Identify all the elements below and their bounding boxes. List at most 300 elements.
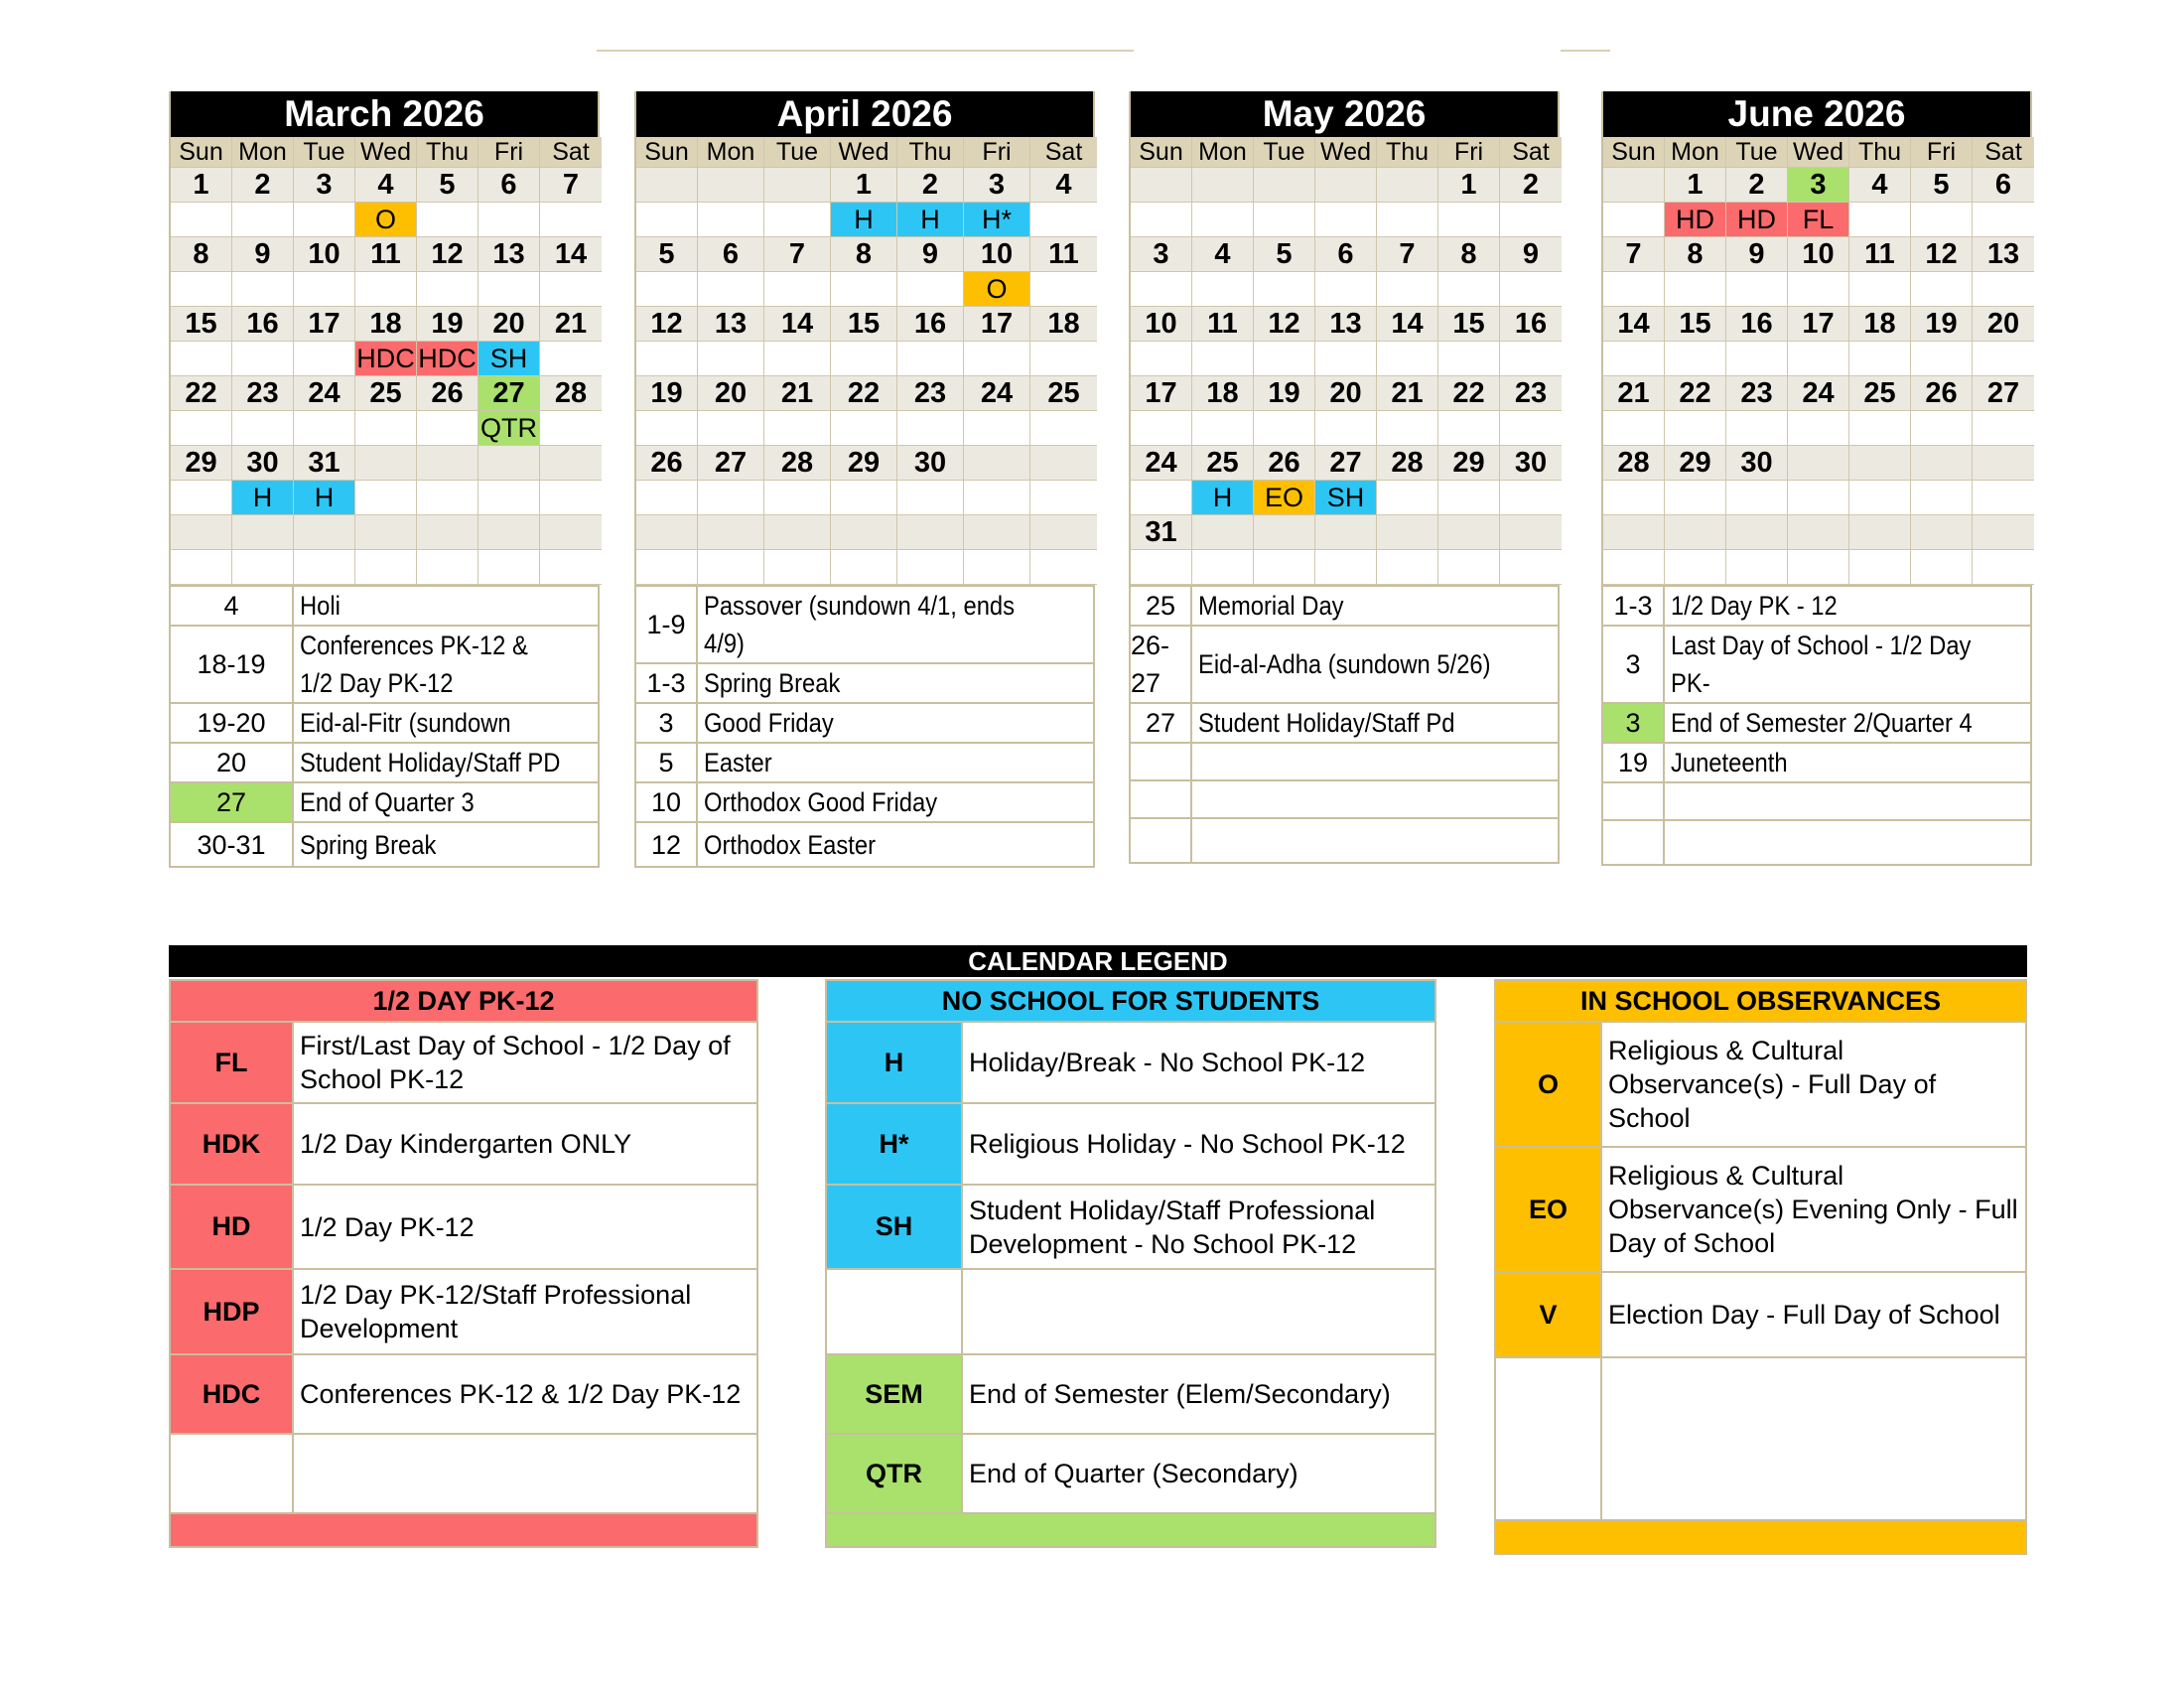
date-cell: [964, 515, 1030, 550]
date-cell[interactable]: 4: [1030, 168, 1097, 203]
date-cell[interactable]: 26: [1254, 446, 1315, 481]
date-cell[interactable]: 20: [698, 376, 764, 411]
event-cell: [1849, 342, 1911, 376]
date-cell[interactable]: 4: [1849, 168, 1911, 203]
event-cell: [1603, 342, 1665, 376]
date-cell[interactable]: 28: [1603, 446, 1665, 481]
event-cell: [540, 550, 602, 585]
date-cell[interactable]: 19: [1254, 376, 1315, 411]
date-cell: [1911, 515, 1973, 550]
month-title: March 2026: [171, 91, 598, 137]
note-date: 27: [1131, 704, 1192, 744]
date-cell[interactable]: 8: [831, 237, 897, 272]
event-cell: [1131, 550, 1192, 585]
date-cell[interactable]: 15: [831, 307, 897, 342]
event-cell: [1131, 411, 1192, 446]
date-cell[interactable]: 7: [1377, 237, 1438, 272]
date-cell[interactable]: 25: [1030, 376, 1097, 411]
weekday-header: Fri: [964, 137, 1030, 168]
date-cell[interactable]: 24: [294, 376, 355, 411]
weekday-header: Sun: [636, 137, 698, 168]
date-cell[interactable]: 18: [355, 307, 417, 342]
month-calendar: [1129, 91, 1560, 864]
legend-row: [827, 1186, 1434, 1270]
event-cell: [1131, 203, 1192, 237]
event-cell: [1500, 203, 1562, 237]
date-cell[interactable]: 6: [698, 237, 764, 272]
event-cell: [764, 272, 831, 307]
note-text: [294, 587, 598, 627]
event-cell: [698, 203, 764, 237]
event-cell: [540, 342, 602, 376]
event-cell: [1315, 342, 1377, 376]
date-cell[interactable]: 6: [478, 168, 540, 203]
event-cell[interactable]: FL: [1788, 203, 1849, 237]
date-cell[interactable]: 6: [1973, 168, 2034, 203]
date-cell[interactable]: 30: [897, 446, 964, 481]
date-cell: [1030, 446, 1097, 481]
date-cell[interactable]: 14: [1603, 307, 1665, 342]
legend-row: [171, 1104, 756, 1186]
date-cell[interactable]: 24: [1131, 446, 1192, 481]
legend-footer-bar: [1496, 1521, 2025, 1553]
note-text-label: End of Quarter 3: [300, 787, 475, 817]
event-cell: [831, 272, 897, 307]
date-cell[interactable]: 2: [897, 168, 964, 203]
date-cell[interactable]: 4: [355, 168, 417, 203]
date-cell[interactable]: 19: [417, 307, 478, 342]
event-cell: [1603, 481, 1665, 515]
date-cell[interactable]: 16: [1500, 307, 1562, 342]
event-cell: [636, 411, 698, 446]
date-cell: [1788, 446, 1849, 481]
legend-description: Student Holiday/Staff Professional Development - No School PK-12: [969, 1195, 1376, 1259]
legend-code: [171, 1435, 294, 1512]
date-cell[interactable]: 1: [831, 168, 897, 203]
date-cell[interactable]: 3: [1788, 168, 1849, 203]
date-cell[interactable]: 18: [1030, 307, 1097, 342]
legend-row: [1496, 1358, 2025, 1521]
date-cell[interactable]: 5: [636, 237, 698, 272]
event-cell: [764, 481, 831, 515]
event-cell: [478, 203, 540, 237]
note-date: 1-9: [636, 587, 698, 664]
date-cell[interactable]: 3: [964, 168, 1030, 203]
note-date: 20: [171, 744, 294, 783]
note-date: 5: [636, 744, 698, 783]
note-text-label: Student Holiday/Staff PD: [300, 748, 561, 777]
event-cell[interactable]: HDC: [417, 342, 478, 376]
date-cell[interactable]: 22: [831, 376, 897, 411]
event-cell: [964, 411, 1030, 446]
date-cell[interactable]: 12: [636, 307, 698, 342]
date-cell[interactable]: 31: [294, 446, 355, 481]
date-cell: [1665, 515, 1726, 550]
date-cell: [232, 515, 294, 550]
date-cell[interactable]: 17: [1131, 376, 1192, 411]
legend-code: FL: [171, 1023, 294, 1102]
date-cell: [1030, 515, 1097, 550]
date-cell[interactable]: 17: [1788, 307, 1849, 342]
date-cell[interactable]: 18: [1849, 307, 1911, 342]
date-cell[interactable]: 29: [1665, 446, 1726, 481]
event-cell: [636, 550, 698, 585]
event-cell: [1192, 272, 1254, 307]
date-cell[interactable]: 9: [232, 237, 294, 272]
event-cell[interactable]: H: [897, 203, 964, 237]
date-cell[interactable]: 25: [355, 376, 417, 411]
note-text: [294, 744, 598, 783]
event-cell: [232, 272, 294, 307]
date-cell[interactable]: 20: [1973, 307, 2034, 342]
date-cell[interactable]: 22: [1665, 376, 1726, 411]
event-cell: [232, 550, 294, 585]
event-cell: [698, 342, 764, 376]
note-text-label: Student Holiday/Staff Pd: [1198, 708, 1455, 738]
date-cell[interactable]: 14: [764, 307, 831, 342]
date-cell[interactable]: 21: [1377, 376, 1438, 411]
date-cell[interactable]: 31: [1131, 515, 1192, 550]
month-calendar: [169, 91, 600, 868]
note-date: 19-20: [171, 704, 294, 744]
calendar-grid: [1131, 137, 1558, 585]
date-cell[interactable]: 7: [764, 237, 831, 272]
date-cell[interactable]: 23: [1726, 376, 1788, 411]
event-cell: [764, 342, 831, 376]
date-cell[interactable]: 28: [764, 446, 831, 481]
event-cell: [1911, 272, 1973, 307]
note-date: 10: [636, 783, 698, 823]
date-cell[interactable]: 28: [540, 376, 602, 411]
weekday-header: Thu: [897, 137, 964, 168]
event-cell: [1788, 342, 1849, 376]
date-cell[interactable]: 17: [964, 307, 1030, 342]
date-cell: [764, 168, 831, 203]
date-cell: [355, 515, 417, 550]
date-cell[interactable]: 21: [540, 307, 602, 342]
weekday-header: Wed: [831, 137, 897, 168]
note-text: [1665, 821, 2030, 864]
event-cell: [171, 203, 232, 237]
event-cell: [1377, 411, 1438, 446]
event-cell: [1973, 481, 2034, 515]
note-date: [1131, 819, 1192, 862]
event-cell: [1788, 550, 1849, 585]
event-cell[interactable]: SH: [478, 342, 540, 376]
date-cell: [1603, 515, 1665, 550]
legend-code: EO: [1496, 1148, 1602, 1271]
date-cell[interactable]: 9: [1726, 237, 1788, 272]
date-cell[interactable]: 11: [1849, 237, 1911, 272]
date-cell[interactable]: 15: [171, 307, 232, 342]
date-cell[interactable]: 21: [764, 376, 831, 411]
date-cell: [171, 515, 232, 550]
note-date: 1-3: [1603, 587, 1665, 627]
event-cell: [1849, 481, 1911, 515]
date-cell[interactable]: 26: [1911, 376, 1973, 411]
event-cell: [897, 272, 964, 307]
event-cell: [1849, 272, 1911, 307]
date-cell[interactable]: 17: [294, 307, 355, 342]
event-cell: [1788, 272, 1849, 307]
event-cell: [636, 203, 698, 237]
event-cell: [1030, 342, 1097, 376]
event-cell[interactable]: EO: [1254, 481, 1315, 515]
date-cell[interactable]: 20: [478, 307, 540, 342]
date-cell[interactable]: 26: [417, 376, 478, 411]
event-cell: [964, 342, 1030, 376]
event-cell: [764, 411, 831, 446]
date-cell[interactable]: 10: [294, 237, 355, 272]
date-cell[interactable]: 30: [1726, 446, 1788, 481]
date-cell[interactable]: 16: [897, 307, 964, 342]
date-cell[interactable]: 5: [1911, 168, 1973, 203]
date-cell[interactable]: 29: [171, 446, 232, 481]
note-text: [1665, 744, 2030, 783]
date-cell[interactable]: 18: [1192, 376, 1254, 411]
date-cell[interactable]: 14: [540, 237, 602, 272]
legend-description: First/Last Day of School - 1/2 Day of School PK-12: [300, 1031, 731, 1094]
event-cell: [1438, 481, 1500, 515]
date-cell[interactable]: 5: [1254, 237, 1315, 272]
legend-code: [827, 1270, 963, 1353]
date-cell[interactable]: 5: [417, 168, 478, 203]
date-cell[interactable]: 15: [1665, 307, 1726, 342]
event-cell[interactable]: SH: [1315, 481, 1377, 515]
weekday-header: Sat: [1973, 137, 2034, 168]
legend-description: 1/2 Day PK-12/Staff Professional Development: [300, 1280, 692, 1343]
date-cell[interactable]: 1: [171, 168, 232, 203]
event-cell: [1849, 203, 1911, 237]
date-cell: [540, 446, 602, 481]
note-text: [294, 704, 598, 744]
event-cell[interactable]: O: [964, 272, 1030, 307]
event-cell: [1849, 411, 1911, 446]
legend-row: [827, 1435, 1434, 1514]
date-cell[interactable]: 2: [232, 168, 294, 203]
weekday-header: Tue: [764, 137, 831, 168]
note-date: 30-31: [171, 823, 294, 866]
date-cell[interactable]: 1: [1665, 168, 1726, 203]
date-cell: [831, 515, 897, 550]
legend-code: HDC: [171, 1355, 294, 1433]
note-text: [1665, 783, 2030, 821]
event-cell: [698, 481, 764, 515]
event-cell: [417, 272, 478, 307]
note-text: [698, 783, 1093, 823]
date-cell[interactable]: 2: [1500, 168, 1562, 203]
event-cell: [540, 411, 602, 446]
event-cell: [1911, 550, 1973, 585]
date-cell[interactable]: 8: [171, 237, 232, 272]
date-cell[interactable]: 23: [232, 376, 294, 411]
event-cell: [417, 550, 478, 585]
legend-row: [827, 1023, 1434, 1104]
event-cell: [1603, 411, 1665, 446]
event-cell: [1438, 411, 1500, 446]
note-date: 4: [171, 587, 294, 627]
date-cell[interactable]: 30: [232, 446, 294, 481]
event-cell: [1377, 272, 1438, 307]
note-text: [294, 627, 598, 704]
date-cell[interactable]: 27: [478, 376, 540, 411]
date-cell[interactable]: 24: [964, 376, 1030, 411]
month-title: May 2026: [1131, 91, 1558, 137]
event-cell: [831, 342, 897, 376]
date-cell[interactable]: 10: [1788, 237, 1849, 272]
date-cell[interactable]: 13: [1973, 237, 2034, 272]
date-cell[interactable]: 30: [1500, 446, 1562, 481]
date-cell[interactable]: 8: [1665, 237, 1726, 272]
event-cell: [964, 481, 1030, 515]
date-cell: [1192, 515, 1254, 550]
date-cell[interactable]: 12: [1254, 307, 1315, 342]
event-cell: [1377, 481, 1438, 515]
date-cell[interactable]: 2: [1726, 168, 1788, 203]
legend-column: [169, 979, 758, 1548]
legend-column-header: NO SCHOOL FOR STUDENTS: [827, 981, 1434, 1023]
date-cell[interactable]: 10: [1131, 307, 1192, 342]
date-cell[interactable]: 25: [1192, 446, 1254, 481]
date-cell[interactable]: 6: [1315, 237, 1377, 272]
date-cell[interactable]: 23: [897, 376, 964, 411]
date-cell[interactable]: 16: [1726, 307, 1788, 342]
event-cell[interactable]: HDC: [355, 342, 417, 376]
date-cell: [964, 446, 1030, 481]
note-text-label: Spring Break: [300, 829, 437, 860]
date-cell[interactable]: 19: [1911, 307, 1973, 342]
date-cell[interactable]: 29: [831, 446, 897, 481]
event-cell: [355, 550, 417, 585]
date-cell: [1973, 446, 2034, 481]
event-cell: [1438, 203, 1500, 237]
date-cell[interactable]: 28: [1377, 446, 1438, 481]
legend-description: [294, 1435, 300, 1512]
legend-description: [1602, 1358, 1608, 1519]
event-cell[interactable]: HD: [1726, 203, 1788, 237]
date-cell[interactable]: 27: [698, 446, 764, 481]
date-cell[interactable]: 27: [1315, 446, 1377, 481]
date-cell[interactable]: 9: [897, 237, 964, 272]
date-cell[interactable]: 24: [1788, 376, 1849, 411]
event-cell: [1973, 411, 2034, 446]
event-cell[interactable]: H: [294, 481, 355, 515]
date-cell[interactable]: 22: [1438, 376, 1500, 411]
date-cell[interactable]: 13: [698, 307, 764, 342]
event-cell: [355, 411, 417, 446]
event-cell: [1973, 203, 2034, 237]
date-cell[interactable]: 14: [1377, 307, 1438, 342]
date-cell[interactable]: 21: [1603, 376, 1665, 411]
date-cell[interactable]: 1: [1438, 168, 1500, 203]
date-cell[interactable]: 12: [1911, 237, 1973, 272]
date-cell[interactable]: 7: [540, 168, 602, 203]
note-date: 3: [636, 704, 698, 744]
event-cell: [1726, 550, 1788, 585]
event-cell[interactable]: H: [831, 203, 897, 237]
event-cell: [698, 550, 764, 585]
date-cell: [698, 515, 764, 550]
date-cell[interactable]: 27: [1973, 376, 2034, 411]
event-cell[interactable]: QTR: [478, 411, 540, 446]
legend-title: CALENDAR LEGEND: [169, 945, 2027, 977]
event-cell[interactable]: O: [355, 203, 417, 237]
date-cell[interactable]: 25: [1849, 376, 1911, 411]
date-cell[interactable]: 12: [417, 237, 478, 272]
date-cell[interactable]: 10: [964, 237, 1030, 272]
date-cell[interactable]: 23: [1500, 376, 1562, 411]
date-cell: [1131, 168, 1192, 203]
weekday-header: Tue: [1726, 137, 1788, 168]
calendar-grid: [1603, 137, 2030, 585]
date-cell[interactable]: 15: [1438, 307, 1500, 342]
top-rule-right: [1561, 50, 1610, 52]
event-cell: [1973, 342, 2034, 376]
event-cell: [1500, 550, 1562, 585]
date-cell[interactable]: 16: [232, 307, 294, 342]
event-cell: [1788, 411, 1849, 446]
date-cell[interactable]: 9: [1500, 237, 1562, 272]
note-date: 12: [636, 823, 698, 866]
date-cell[interactable]: 8: [1438, 237, 1500, 272]
event-cell: [636, 481, 698, 515]
date-cell[interactable]: 11: [1030, 237, 1097, 272]
event-cell: [1665, 411, 1726, 446]
event-cell: [1254, 411, 1315, 446]
weekday-header: Wed: [1788, 137, 1849, 168]
date-cell[interactable]: 20: [1315, 376, 1377, 411]
legend-description: Election Day - Full Day of School: [1608, 1300, 2000, 1330]
date-cell[interactable]: 4: [1192, 237, 1254, 272]
event-cell[interactable]: H: [232, 481, 294, 515]
event-cell[interactable]: H: [1192, 481, 1254, 515]
event-cell: [1726, 481, 1788, 515]
event-cell: [1911, 203, 1973, 237]
date-cell[interactable]: 3: [294, 168, 355, 203]
note-date: 26-27: [1131, 627, 1192, 704]
date-cell[interactable]: 13: [1315, 307, 1377, 342]
legend-code: HDP: [171, 1270, 294, 1353]
event-cell: [1973, 272, 2034, 307]
date-cell[interactable]: 13: [478, 237, 540, 272]
event-cell: [1911, 411, 1973, 446]
event-cell: [417, 481, 478, 515]
note-text-label: Juneteenth: [1671, 748, 1788, 777]
legend-code: O: [1496, 1023, 1602, 1146]
event-cell[interactable]: H*: [964, 203, 1030, 237]
event-cell: [1603, 272, 1665, 307]
date-cell[interactable]: 11: [1192, 307, 1254, 342]
event-cell: [1315, 203, 1377, 237]
date-cell[interactable]: 26: [636, 446, 698, 481]
weekday-header: Wed: [355, 137, 417, 168]
event-cell: [171, 411, 232, 446]
date-cell[interactable]: 19: [636, 376, 698, 411]
event-cell: [232, 203, 294, 237]
event-cell: [294, 342, 355, 376]
note-text-label: 1/2 Day PK - 12: [1671, 591, 1838, 621]
event-cell[interactable]: HD: [1665, 203, 1726, 237]
date-cell[interactable]: 3: [1131, 237, 1192, 272]
note-text: [294, 823, 598, 866]
event-cell: [540, 203, 602, 237]
date-cell[interactable]: 22: [171, 376, 232, 411]
weekday-header: Sun: [1603, 137, 1665, 168]
event-cell: [540, 272, 602, 307]
date-cell[interactable]: 29: [1438, 446, 1500, 481]
date-cell[interactable]: 11: [355, 237, 417, 272]
date-cell[interactable]: 7: [1603, 237, 1665, 272]
